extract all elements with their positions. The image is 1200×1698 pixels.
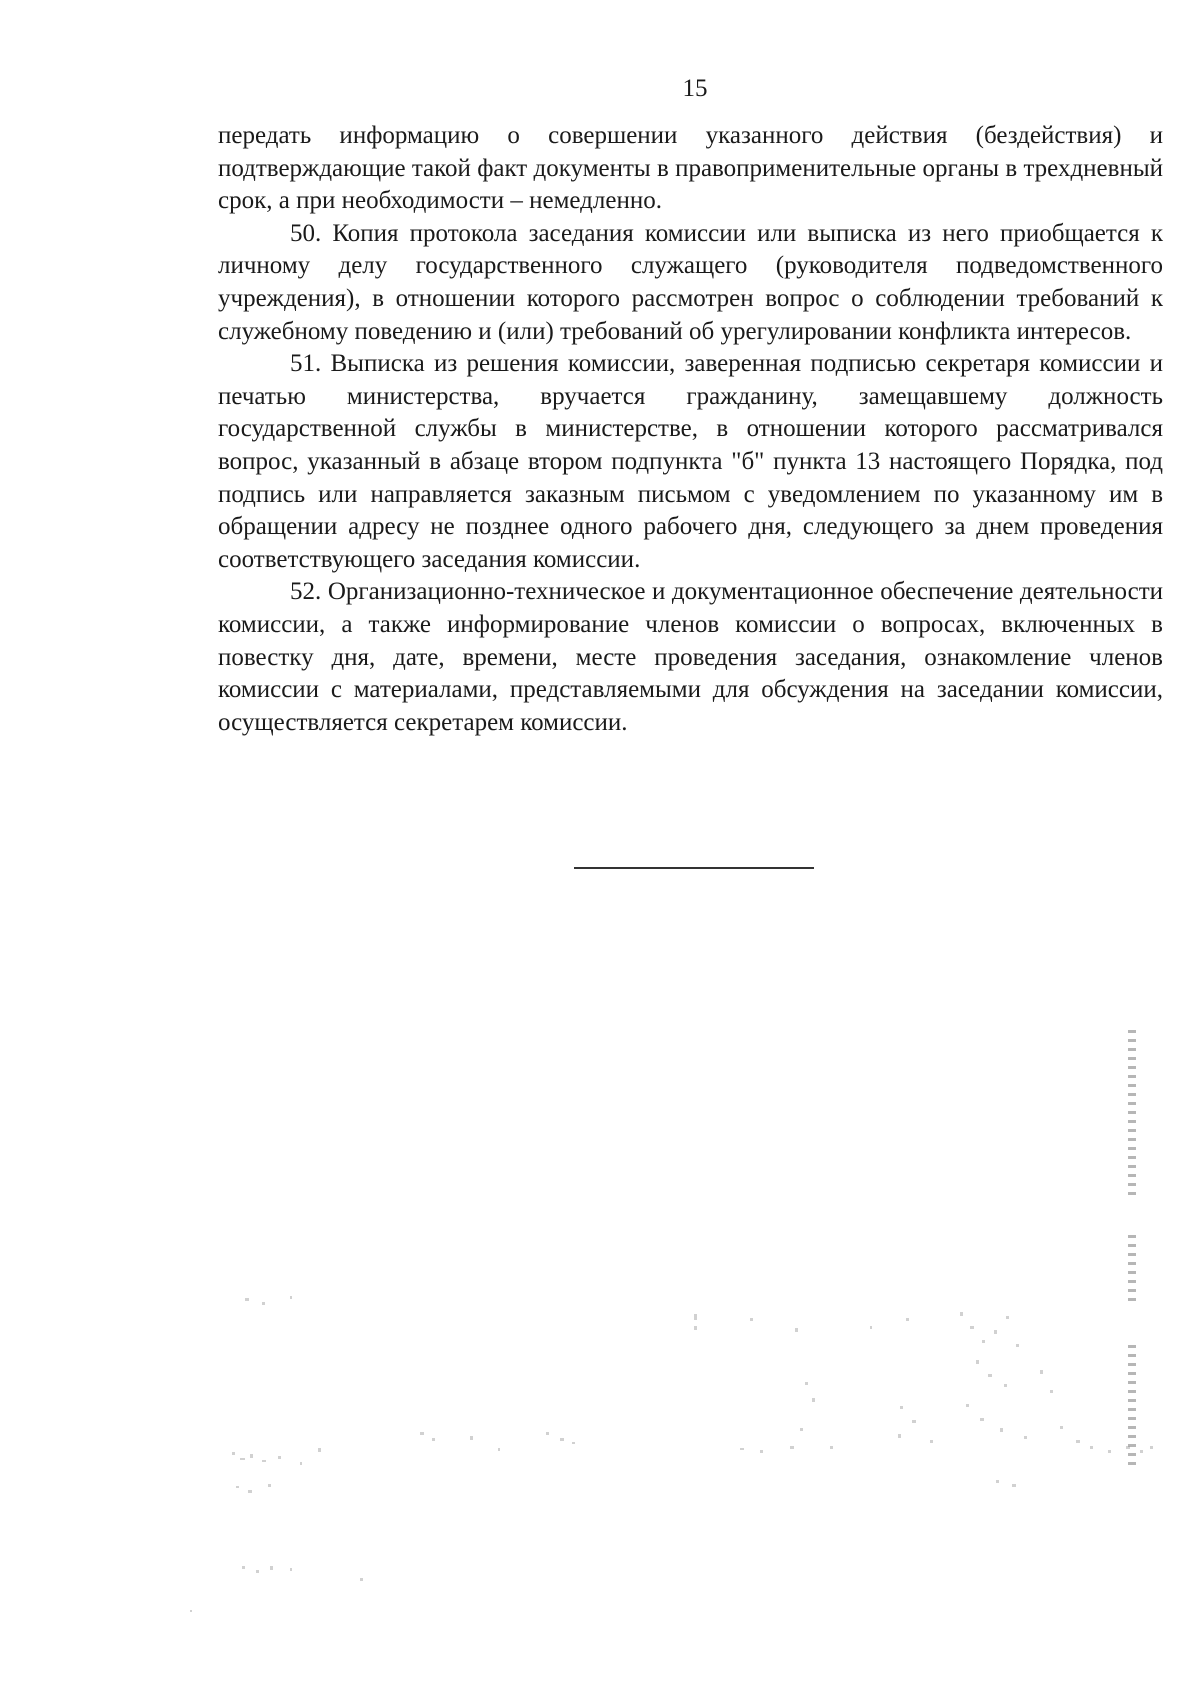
scan-edge-mark (1128, 1235, 1136, 1305)
paragraph-item-52: 52. Организационно-техническое и документационное обеспечение деятельности комиссии, а также информирование членов комиссии о вопросах, включенных в повестку дня, дате, времени, месте проведения заседания, ознакомление членов комиссии с материалами, представляемыми для обсуждения на заседании комиссии, осуществляется секретарем комиссии. (218, 578, 1163, 736)
paragraph-item-50: 50. Копия протокола заседания комиссии или выписка из него приобщается к личному делу государственного служащего (руководителя подведомственного учреждения), в отношении которого рассмотрен вопрос о соблюдении требований к служебному поведению и (или) требований об урегулировании конфликта интересов. (218, 219, 1163, 345)
paragraph-continuation: передать информацию о совершении указанного действия (бездействия) и подтверждающие такой факт документы в правоприменительные органы в трехдневный срок, а при необходимости – немедленно. (218, 122, 1163, 215)
scan-edge-mark (1128, 1345, 1136, 1465)
page-number: 15 (682, 75, 708, 102)
scan-edge-mark (1128, 1030, 1136, 1200)
end-of-document-rule (574, 867, 814, 869)
paragraph-item-51: 51. Выписка из решения комиссии, заверенная подписью секретаря комиссии и печатью министерства, вручается гражданину, замещавшему должность государственной службы в министерстве, в отношении которого рассматривался вопрос, указанный в абзаце втором подпункта "б" пункта 13 настоящего Порядка, под подпись или направляется заказным письмом с уведомлением по указанному им в обращении адресу не позднее одного рабочего дня, следующего за днем проведения соответствующего заседания комиссии. (218, 350, 1163, 573)
document-body (218, 120, 1163, 739)
